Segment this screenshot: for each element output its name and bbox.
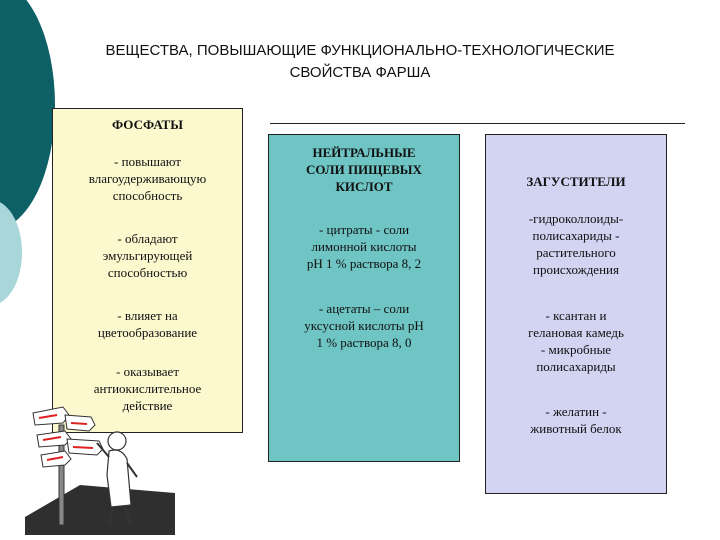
thickeners-item-3: - желатин - животный белок: [530, 404, 622, 436]
phosphates-item-1: - повышают влагоудерживающую способность: [88, 154, 207, 203]
salts-item-2: - ацетаты – соли уксусной кислоты рН 1 % раствора 8, 0: [304, 301, 424, 350]
phosphates-item-2: - обладают эмульгирующей способностью: [102, 231, 193, 280]
salts-box: [268, 134, 460, 462]
slide-title: ВЕЩЕСТВА, ПОВЫШАЮЩИЕ ФУНКЦИОНАЛЬНО-ТЕХНОЛОГИЧЕСКИЕ СВОЙСТВА ФАРША: [105, 42, 615, 81]
thickeners-item-1: -гидроколлоиды- полисахариды - растительного происхождения: [528, 211, 624, 277]
thickeners-item-2: - ксантан и гелановая камедь - микробные полисахариды: [528, 308, 624, 374]
thickeners-box: [485, 134, 667, 494]
decorative-circle-dark: [0, 0, 55, 230]
phosphates-item-3: - влияет на цветообразование: [97, 308, 198, 340]
title-rule: [270, 123, 685, 124]
salts-heading: НЕЙТРАЛЬНЫЕ СОЛИ ПИЩЕВЫХ КИСЛОТ: [306, 145, 422, 194]
phosphates-heading: ФОСФАТЫ: [111, 117, 183, 132]
salts-item-1: - цитраты - соли лимонной кислоты рН 1 % раствора 8, 2: [306, 222, 422, 271]
phosphates-item-4: - оказывает антиокислительное действие: [93, 364, 202, 413]
thickeners-heading: ЗАГУСТИТЕЛИ: [526, 174, 626, 189]
signpost-man-illustration: [25, 385, 175, 535]
